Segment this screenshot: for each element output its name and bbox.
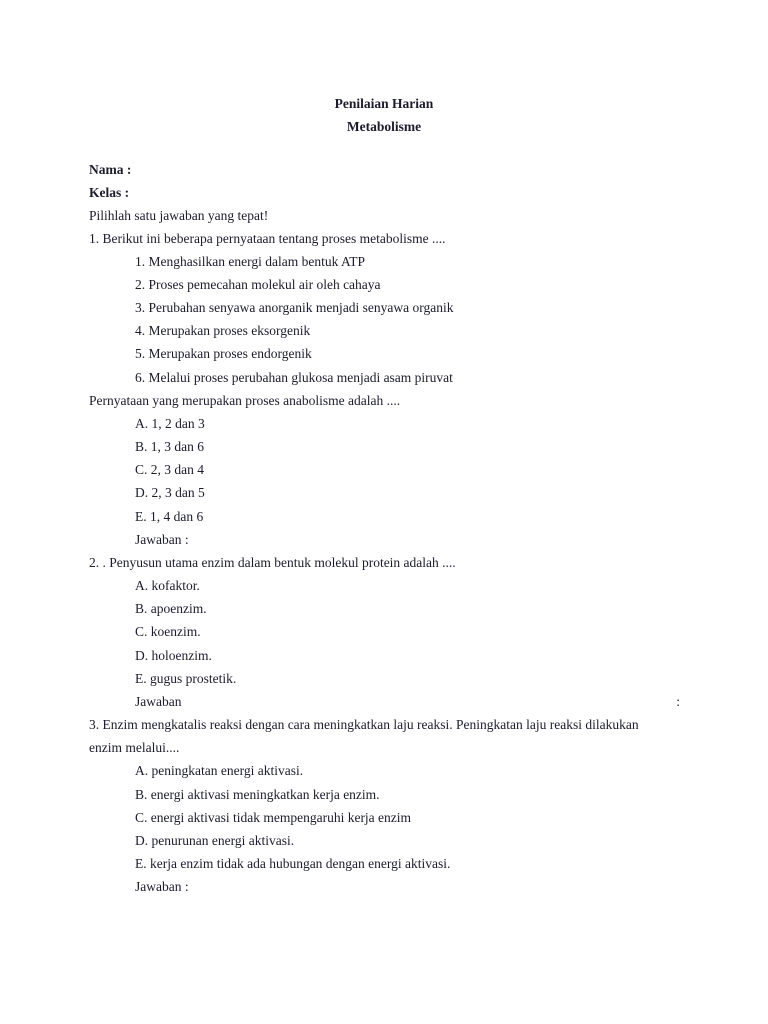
question-2-stem: 2. . Penyusun utama enzim dalam bentuk molekul protein adalah .... bbox=[89, 555, 456, 570]
question-1-option: B. 1, 3 dan 6 bbox=[135, 439, 204, 454]
question-1-prompt: Pernyataan yang merupakan proses anabolisme adalah .... bbox=[89, 393, 401, 408]
question-1-statement: 6. Melalui proses perubahan glukosa menjadi asam piruvat bbox=[135, 370, 453, 385]
question-2-answer-row bbox=[135, 693, 680, 711]
question-3-stem-line-2: enzim melalui.... bbox=[89, 740, 180, 755]
document-title: Penilaian Harian bbox=[334, 96, 434, 111]
question-3-answer-label: Jawaban : bbox=[135, 879, 189, 894]
question-2-option: A. kofaktor. bbox=[135, 578, 200, 593]
question-1-stem: 1. Berikut ini beberapa pernyataan tentang proses metabolisme .... bbox=[89, 231, 446, 246]
question-1-statement: 1. Menghasilkan energi dalam bentuk ATP bbox=[135, 254, 365, 269]
question-1-statement: 4. Merupakan proses eksorgenik bbox=[135, 323, 311, 338]
question-2-option: D. holoenzim. bbox=[135, 648, 212, 663]
question-1-statement: 2. Proses pemecahan molekul air oleh cahaya bbox=[135, 277, 381, 292]
question-1-option: C. 2, 3 dan 4 bbox=[135, 462, 204, 477]
question-1-statement: 3. Perubahan senyawa anorganik menjadi senyawa organik bbox=[135, 300, 454, 315]
question-2-answer-label: Jawaban bbox=[135, 694, 182, 709]
question-3-option: C. energi aktivasi tidak mempengaruhi kerja enzim bbox=[135, 810, 412, 825]
question-3-stem-line-1: 3. Enzim mengkatalis reaksi dengan cara meningkatkan laju reaksi. Peningkatan laju reaksi dilakukan bbox=[89, 717, 639, 732]
question-3-option: D. penurunan energi aktivasi. bbox=[135, 833, 295, 848]
question-1-option: E. 1, 4 dan 6 bbox=[135, 509, 204, 524]
question-3-option: B. energi aktivasi meningkatkan kerja enzim. bbox=[135, 787, 380, 802]
question-1-answer-label: Jawaban : bbox=[135, 532, 189, 547]
question-2-option: C. koenzim. bbox=[135, 624, 201, 639]
question-2-answer-colon: : bbox=[676, 694, 680, 709]
question-1-statement: 5. Merupakan proses endorgenik bbox=[135, 346, 312, 361]
instruction-text: Pilihlah satu jawaban yang tepat! bbox=[89, 208, 269, 223]
question-3-option: E. kerja enzim tidak ada hubungan dengan energi aktivasi. bbox=[135, 856, 451, 871]
question-2-option: B. apoenzim. bbox=[135, 601, 207, 616]
question-2-option: E. gugus prostetik. bbox=[135, 671, 237, 686]
class-label: Kelas : bbox=[89, 185, 130, 200]
question-1-option: A. 1, 2 dan 3 bbox=[135, 416, 205, 431]
question-1-option: D. 2, 3 dan 5 bbox=[135, 485, 205, 500]
question-3-option: A. peningkatan energi aktivasi. bbox=[135, 763, 304, 778]
document-subtitle: Metabolisme bbox=[346, 119, 422, 134]
name-label: Nama : bbox=[89, 162, 132, 177]
